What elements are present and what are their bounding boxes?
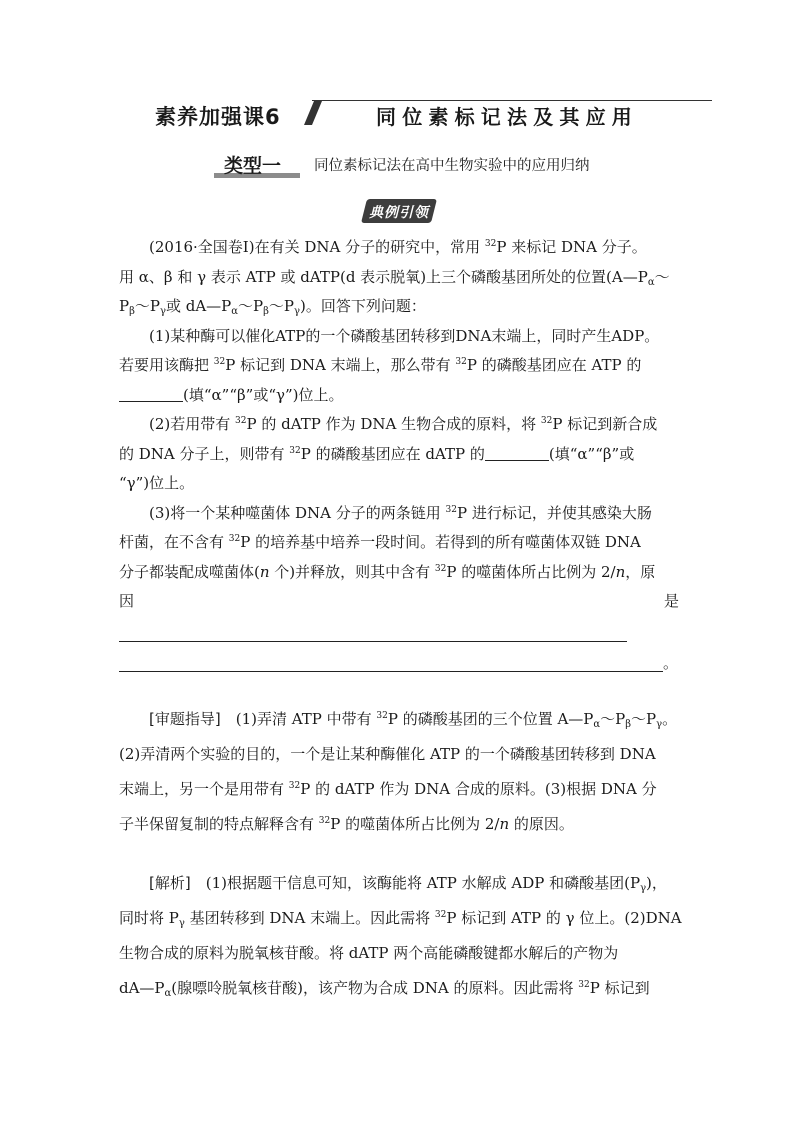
q3-line-4: 因 是 (119, 592, 679, 610)
q1-line-2: 若要用该酶把 $^{32}$P 标记到 DNA 末端上，那么带有 $^{32}$P 的磷酸基团应在 ATP 的 (119, 356, 642, 374)
q3-line-1: (3)将一个某种噬菌体 DNA 分子的两条链用 $^{32}$P 进行标记，并使其感染大肠 (149, 503, 652, 522)
answer-underline-1 (119, 641, 627, 642)
lesson-label: 素养加强课6 (155, 105, 281, 129)
analysis-tag: [解析] (149, 874, 191, 892)
analysis-line-2: 同时将 $P_\gamma$ 基团转移到 DNA 末端上。因此需将 $^{32}$P 标记到 ATP 的 γ 位上。(2)DNA (119, 909, 682, 929)
analysis-line-3: 生物合成的原料为脱氧核苷酸。将 dATP 两个高能磷酸键都水解后的产物为 (119, 944, 619, 962)
lesson-title: 同位素标记法及其应用 (376, 105, 638, 129)
q1-line-1: (1)某种酶可以催化ATP的一个磷酸基团转移到DNA末端上，同时产生ADP。 (149, 326, 660, 345)
q1-answer-blank[interactable] (119, 385, 183, 402)
q2-line-2: 的 DNA 分子上，则带有 $^{32}$P 的磷酸基团应在 dATP 的 (填“α”“β”或 (119, 444, 635, 463)
question-intro-line-1: (2016·全国卷Ⅰ)在有关 DNA 分子的研究中，常用 $^{32}$P 来标记 DNA 分子。 (149, 238, 647, 256)
question-intro-line-2: 用 α、β 和 γ 表示 ATP 或 dATP(d 表示脱氧)上三个磷酸基团所处的位置($A—P_\alpha\sim$ (119, 267, 670, 288)
guide-line-2: (2)弄清两个实验的目的，一个是让某种酶催化 ATP 的一个磷酸基团转移到 DNA (119, 745, 656, 763)
guide-line-3: 末端上，另一个是用带有 $^{32}$P 的 dATP 作为 DNA 合成的原料。(3)根据 DNA 分 (119, 780, 657, 798)
q3-answer-line-1[interactable] (119, 617, 679, 647)
q2-answer-blank[interactable] (485, 444, 549, 461)
header-slash-icon (304, 100, 322, 126)
guide-tag: [审题指导] (149, 710, 221, 728)
guide-line-1: [审题指导] (1)弄清 ATP 中带有 $^{32}$P 的磷酸基团的三个位置 $A—P_\alpha\sim P_\beta\sim P_\gamma$。 (149, 710, 678, 730)
q3-line-2: 杆菌，在不含有 $^{32}$P 的培养基中培养一段时间。若得到的所有噬菌体双链 DNA (119, 533, 641, 551)
guide-line-4: 子半保留复制的特点解释含有 $^{32}$P 的噬菌体所占比例为 2/n 的原因。 (119, 815, 574, 833)
guide-block (119, 702, 679, 842)
analysis-block (119, 866, 682, 1006)
q2-line-1: (2)若用带有 $^{32}$P 的 dATP 作为 DNA 生物合成的原料，将 $^{32}$P 标记到新合成 (149, 415, 658, 433)
answer-end-mark: 。 (663, 653, 679, 672)
analysis-line-4: $dA—P_\alpha$(腺嘌呤脱氧核苷酸)，该产物为合成 DNA 的原料。因此需将 $^{32}$P 标记到 (119, 979, 650, 999)
type-label: 类型一 (224, 155, 282, 177)
example-badge (364, 199, 434, 223)
analysis-line-1: [解析] (1)根据题干信息可知，该酶能将 ATP 水解成 ADP 和磷酸基团$(P_\gamma)$， (149, 874, 667, 894)
answer-underline-2 (119, 671, 663, 672)
badge-text: 典例引领 (369, 205, 429, 221)
question-intro-line-3: $P_\beta\sim P_\gamma$或 $dA—P_\alpha\sim P_\beta\sim P_\gamma$)。回答下列问题： (119, 297, 426, 317)
q1-line-3: (填“α”“β”或“γ”)位上。 (119, 381, 679, 411)
question-block (119, 233, 679, 677)
type-heading (214, 151, 300, 177)
q3-answer-line-2[interactable] (119, 647, 679, 677)
q2-line-3: “γ”)位上。 (119, 474, 195, 492)
q3-line-3: 分子都装配成噬菌体(n 个)并释放，则其中含有 $^{32}$P 的噬菌体所占比例为 2/n，原 (119, 562, 656, 581)
type-title: 同位素标记法在高中生物实验中的应用归纳 (314, 158, 590, 174)
